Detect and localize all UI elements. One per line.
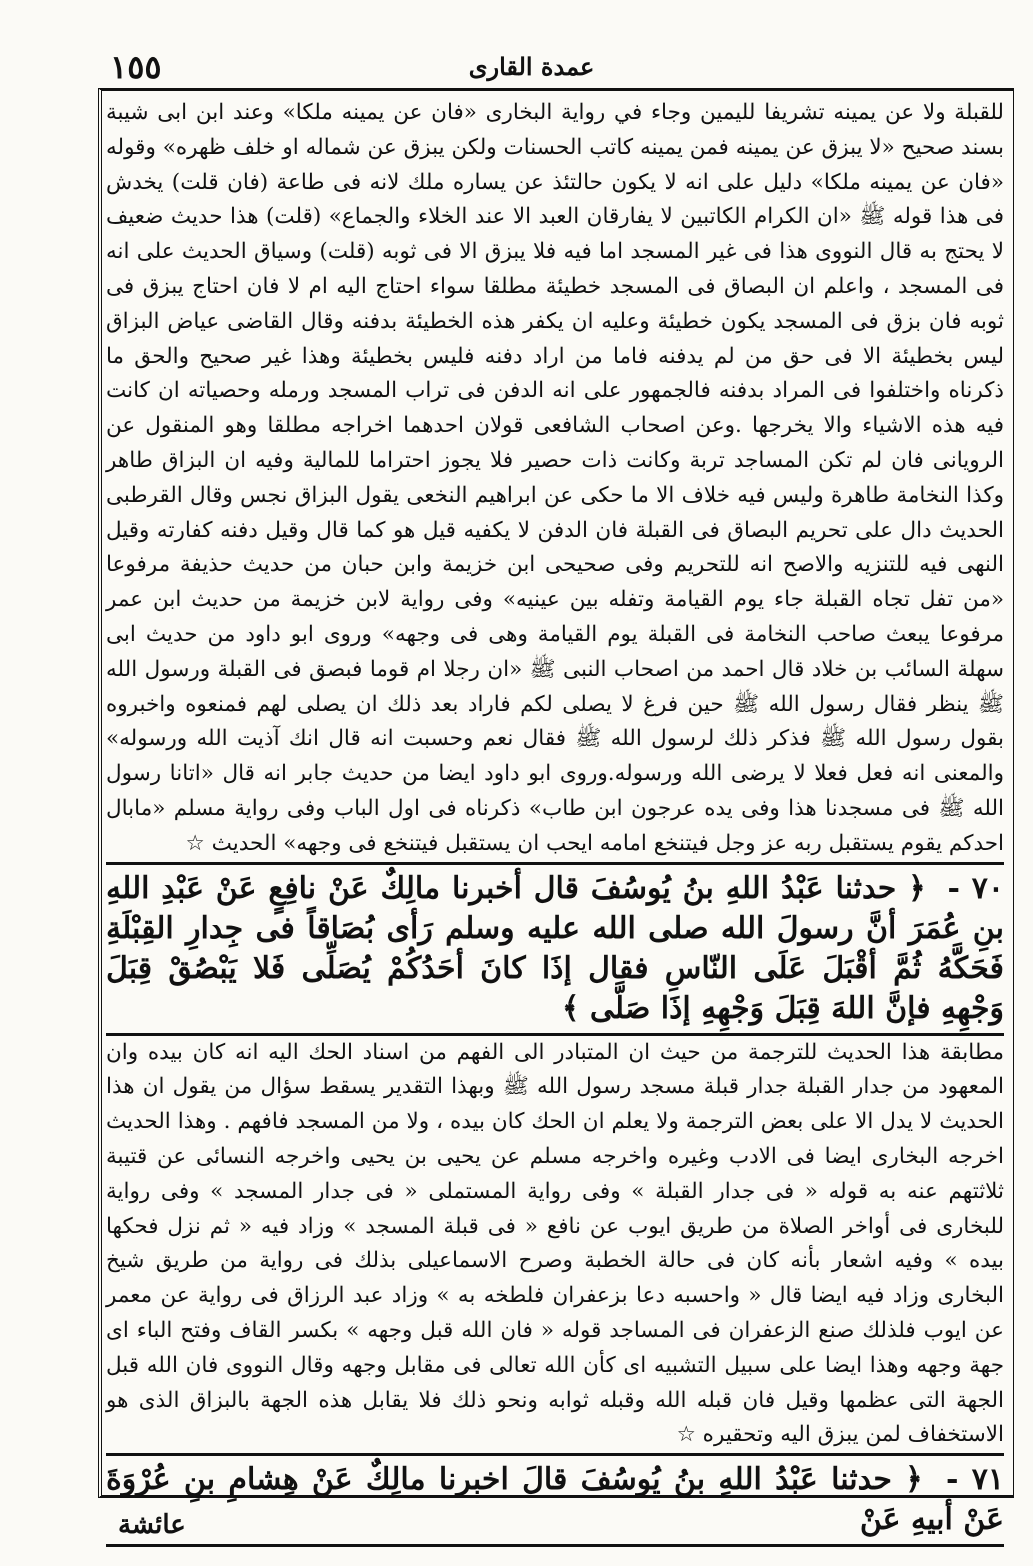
page-header: [90, 48, 973, 88]
hadith-71: [106, 1453, 1004, 1547]
commentary-paragraph-1: للقبلة ولا عن يمينه تشريفا لليمين وجاء في رواية البخارى «فان عن يمينه ملكا» وعند ابن ابى شيبة بسند صحيح «لا يبزق عن يمينه فمن يمينه كاتب الحسنات ولكن يبزق عن شماله او خلف ظهره» وقوله «فان عن يمينه ملكا» دليل على انه لا يكون حالتئذ عن يساره ملك لانه فى طاعة (فان قلت) يخدش فى هذا قوله ﷺ «ان الكرام الكاتبين لا يفارقان العبد الا عند الخلاء والجماع» (قلت) هذا حديث ضعيف لا يحتج به قال النووى هذا فى غير المسجد اما فيه فلا يبزق الا فى ثوبه (قلت) وسياق الحديث على انه فى المسجد ، واعلم ان البصاق فى المسجد خطيئة مطلقا سواء احتاج اليه ام لا فان احتاج يبزق فى ثوبه فان بزق فى المسجد يكون خطيئة وعليه ان يكفر هذه الخطيئة بدفنه وقال القاضى عياض البزاق ليس بخطيئة الا فى حق من لم يدفنه فاما من اراد دفنه فليس بخطيئة وهذا غير صحيح والحق ما ذكرناه واختلفوا فى المراد بدفنه فالجمهور على انه الدفن فى تراب المسجد ورمله وحصياته ان كانت فيه هذه الاشياء والا يخرجها .وعن اصحاب الشافعى قولان احدهما اخراجه مطلقا وهو المنقول عن الرويانى فان لم تكن المساجد تربة وكانت ذات حصير فلا يجوز احتراما للمالية وفيه ان البزاق طاهر وكذا النخامة طاهرة وليس فيه خلاف الا ما حكى عن ابراهيم النخعى يقول البزاق نجس وقال القرطبى الحديث دال على تحريم البصاق فى القبلة فان الدفن لا يكفيه قيل هو كما قال وقيل دفنه كفارته وقيل النهى فيه للتنزيه والاصح انه للتحريم وفى صحيحى ابن خزيمة وابن حبان من حديث حذيفة مرفوعا «من تفل تجاه القبلة جاء يوم القيامة وتفله بين عينيه» وفى رواية لابن خزيمة من حديث ابن عمر مرفوعا يبعث صاحب النخامة فى القبلة يوم القيامة وهى فى وجهه» وروى ابو داود من حديث ابى سهلة السائب بن خلاد قال احمد من اصحاب النبى ﷺ «ان رجلا ام قوما فبصق فى القبلة ورسول الله ﷺ ينظر فقال رسول الله ﷺ حين فرغ لا يصلى لكم فاراد بعد ذلك ان يصلى لهم فمنعوه واخبروه بقول رسول الله ﷺ فذكر ذلك لرسول الله ﷺ فقال نعم وحسبت انه قال انك آذيت الله ورسوله» والمعنى انه فعل فعلا لا يرضى الله ورسوله.وروى ابو داود ايضا من حديث جابر انه قال «اتانا رسول الله ﷺ فى مسجدنا هذا وفى يده عرجون ابن طاب» ذكرناه فى اول الباب وفى رواية مسلم «مابال احدكم يقوم يستقبل ربه عز وجل فيتنخع امامه ايحب ان يستقبل فيتنخع فى وجهه» الحديث ☆: [106, 100, 1004, 856]
catchword: عائشة: [118, 1510, 186, 1540]
running-title: عمدة القارى: [468, 52, 595, 81]
commentary-paragraph-2: مطابقة هذا الحديث للترجمة من حيث ان المتبادر الى الفهم من اسناد الحك اليه انه كان بيده وان المعهود من جدار القبلة جدار قبلة مسجد رسول الله ﷺ وبهذا التقدير يسقط سؤال من يقول ان هذا الحديث لا يدل الا على بعض الترجمة ولا يعلم ان الحك كان بيده ، ولا من المسجد فافهم . وهذا الحديث اخرجه البخارى ايضا فى الادب وغيره واخرجه مسلم عن يحيى بن يحيى واخرجه النسائى عن قتيبة ثلاثتهم عنه به قوله « فى جدار القبلة » وفى رواية المستملى « فى جدار المسجد » وفى رواية للبخارى فى أواخر الصلاة من طريق ايوب عن نافع « فى قبلة المسجد » وزاد فيه « ثم نزل فحكها بيده » وفيه اشعار بأنه كان فى حالة الخطبة وصرح الاسماعيلى بذلك فى رواية من طريق شيخ البخارى وزاد فيه ايضا قال « واحسبه دعا بزعفران فلطخه به » وزاد عبد الرزاق فى رواية عن معمر عن ايوب فلذلك صنع الزعفران فى المساجد قوله « فان الله قبل وجهه » بكسر القاف وفتح الباء اى جهة وجهه وهذا ايضا على سبيل التشبيه اى كأن الله تعالى فى مقابل وجهه وقال النووى فان الله قبل الجهة التى عظمها وقيل فان قبله الله وقبله ثوابه ونحو ذلك فلا يقابل هذه الجهة بالبزاق الذى هو الاستخفاف لمن يبزق اليه وتحقيره ☆: [106, 1039, 1004, 1448]
page-number: ١٥٥: [110, 48, 162, 86]
hadith-71-number: ٧١ -: [946, 1462, 1004, 1498]
hadith-70-text: ﴿ حدثنا عَبْدُ اللهِ بنُ يُوسُفَ قال أخبرنا مالِكٌ عَنْ نافِعٍ عَنْ عَبْدِ اللهِ بنِ عُمَرَ أنَّ رسولَ الله صلى الله عليه وسلم رَأى بُصَاقاً فى جِدارِ القِبْلَةِ فَحَكَّهُ ثُمَّ أقْبَلَ عَلَى النّاسِ فقال إذَا كانَ أحَدُكُمْ يُصَلِّى فَلا يَبْصُقْ قِبَلَ وَجْهِهِ فإنَّ اللهَ قِبَلَ وَجْهِهِ إذَا صَلَّى ﴾: [106, 870, 1004, 1026]
hadith-70: [106, 862, 1004, 1036]
hadith-70-number: ٧٠ -: [947, 870, 1004, 906]
hadith-71-text: ﴿ حدثنا عَبْدُ اللهِ بنُ يُوسُفَ قالَ اخبرنا مالِكٌ عَنْ هِشامِ بنِ عُرْوَةَ عَنْ أبيهِ عَنْ: [106, 1462, 1004, 1538]
